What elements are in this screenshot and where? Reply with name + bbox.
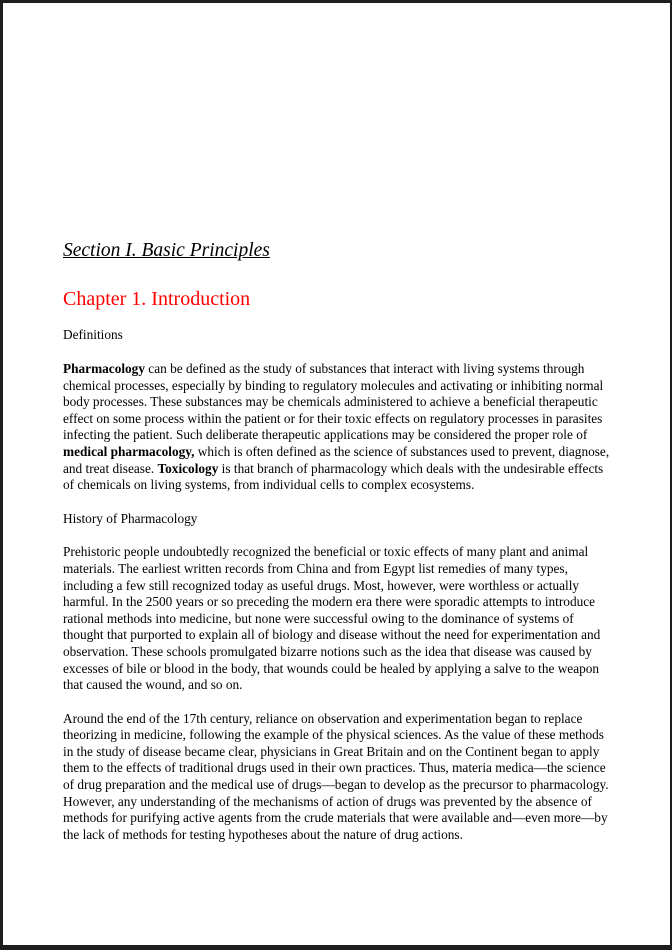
paragraph-definitions: Pharmacology can be defined as the study of substances that interact with living systems through chemical processes, especially by binding to regulatory molecules and activating or inhibiting normal body processes. These substances may be chemicals administered to achieve a beneficial therapeutic effect on some process within the patient or for their toxic effects on regulatory processes in parasites infecting the patient. Such deliberate therapeutic applications may be considered the proper role of medical pharmacology, which is often defined as the science of substances used to prevent, diagnose, and treat disease. Toxicology is that branch of pharmacology which deals with the undesirable effects of chemicals on living systems, from individual cells to complex ecosystems. [63, 361, 610, 493]
subheading-definitions: Definitions [63, 327, 123, 343]
paragraph-history-2: Around the end of the 17th century, reliance on observation and experimentation began to replace theorizing in medicine, following the example of the physical sciences. As the value of these methods in the study of disease became clear, physicians in Great Britain and on the Continent began to apply them to the effects of traditional drugs used in their own practices. Thus, materia medica—the science of drug preparation and the medical use of drugs—began to develop as the precursor to pharmacology. However, any understanding of the mechanisms of action of drugs was prevented by the absence of methods for purifying active agents from the crude materials that were available and—even more—by the lack of methods for testing hypotheses about the nature of drug actions. [63, 710, 609, 842]
paragraph-history-1: Prehistoric people undoubtedly recognized the beneficial or toxic effects of many plant and animal materials. The earliest written records from China and from Egypt list remedies of many types, including a few still recognized today as useful drugs. Most, however, were worthless or actually harmful. In the 2500 years or so preceding the modern era there were sporadic attempts to introduce rational methods into medicine, but none were successful owing to the dominance of systems of thought that purported to explain all of biology and disease without the need for experimentation and observation. These schools promulgated bizarre notions such as the idea that disease was caused by excesses of bile or blood in the body, that wounds could be healed by applying a salve to the weapon that caused the wound, and so on. [63, 544, 601, 693]
section-title: Section I. Basic Principles [63, 240, 270, 261]
chapter-title: Chapter 1. Introduction [63, 288, 251, 311]
subheading-history: History of Pharmacology [63, 510, 198, 526]
